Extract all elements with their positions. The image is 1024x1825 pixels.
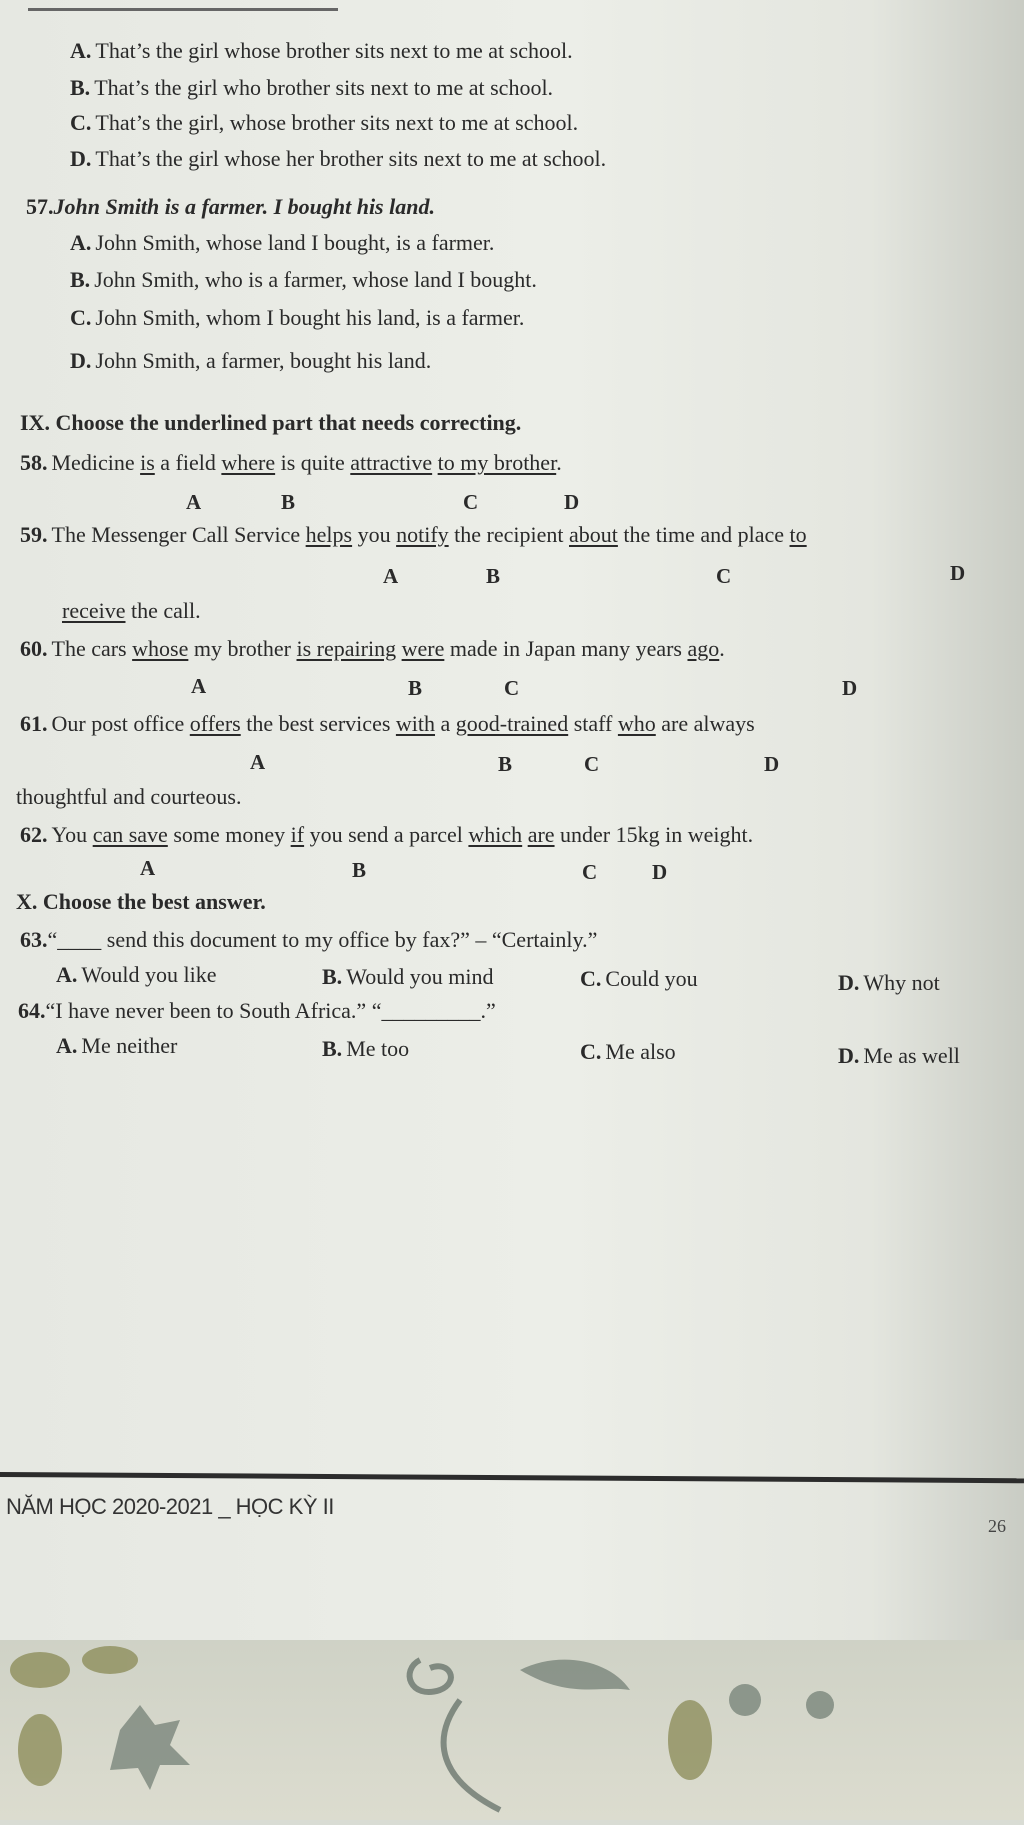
q60-label-c: C [504, 676, 520, 700]
q64-question: 64.“I have never been to South Africa.” “_________.” [18, 998, 496, 1023]
q59-continuation: receive the call. [62, 598, 201, 623]
q63-question: 63.“____ send this document to my office by fax?” – “Certainly.” [20, 927, 598, 952]
tablecloth-background [0, 1640, 1024, 1820]
q58-sentence: 58. Medicine is a field where is quite attractive to my brother. [20, 450, 562, 475]
q63-option-a: A. Would you like [56, 962, 217, 987]
q64-option-c: C. Me also [580, 1039, 676, 1064]
q61-label-c: C [584, 752, 600, 776]
floral-pattern [0, 1640, 1024, 1820]
q62-label-d: D [652, 860, 668, 884]
q56-option-c: C. That’s the girl, whose brother sits next to me at school. [70, 110, 579, 135]
q64-option-d: D. Me as well [838, 1043, 960, 1068]
top-rule [28, 8, 338, 11]
q59-label-c: C [716, 564, 732, 588]
q56-option-a: A. That’s the girl whose brother sits next to me at school. [70, 38, 573, 63]
q63-option-c: C. Could you [580, 966, 698, 991]
q61-label-a: A [250, 750, 266, 774]
section-ix-heading: IX. Choose the underlined part that needs correcting. [20, 410, 522, 435]
q57-option-c: C. John Smith, whom I bought his land, is a farmer. [70, 305, 525, 330]
q61-label-d: D [764, 752, 780, 776]
footer-text: NĂM HỌC 2020-2021 _ HỌC KỲ II [6, 1494, 334, 1519]
page-number: 26 [988, 1516, 1006, 1536]
q58-label-d: D [564, 490, 580, 514]
q58-label-a: A [186, 490, 202, 514]
q59-label-a: A [383, 564, 399, 588]
q61-label-b: B [498, 752, 513, 776]
q59-label-d: D [950, 561, 966, 585]
q59-sentence: 59. The Messenger Call Service helps you notify the recipient about the time and place to [20, 522, 807, 547]
q60-label-b: B [408, 676, 423, 700]
q62-label-b: B [352, 858, 367, 882]
q63-option-d: D. Why not [838, 970, 940, 995]
q56-option-b: B. That’s the girl who brother sits next to me at school. [70, 75, 554, 100]
q57-prompt: 57.John Smith is a farmer. I bought his land. [26, 194, 435, 219]
q60-label-a: A [191, 674, 207, 698]
q62-label-c: C [582, 860, 598, 884]
q57-option-b: B. John Smith, who is a farmer, whose land I bought. [70, 267, 537, 292]
q59-label-b: B [486, 564, 501, 588]
q58-label-c: C [463, 490, 479, 514]
q60-label-d: D [842, 676, 858, 700]
footer-rule [0, 1472, 1024, 1483]
q57-option-d: D. John Smith, a farmer, bought his land. [70, 348, 432, 373]
section-x-heading: X. Choose the best answer. [16, 889, 266, 914]
q64-option-a: A. Me neither [56, 1033, 178, 1058]
q62-sentence: 62. You can save some money if you send a parcel which are under 15kg in weight. [20, 822, 754, 847]
q62-label-a: A [140, 856, 156, 880]
q64-option-b: B. Me too [322, 1036, 410, 1061]
q57-option-a: A. John Smith, whose land I bought, is a farmer. [70, 230, 495, 255]
q61-sentence: 61. Our post office offers the best services with a good-trained staff who are always [20, 711, 755, 736]
q60-sentence: 60. The cars whose my brother is repairing were made in Japan many years ago. [20, 636, 725, 661]
q58-label-b: B [281, 490, 296, 514]
q61-continuation: thoughtful and courteous. [16, 784, 242, 809]
q56-option-d: D. That’s the girl whose her brother sits next to me at school. [70, 146, 607, 171]
q63-option-b: B. Would you mind [322, 964, 494, 989]
